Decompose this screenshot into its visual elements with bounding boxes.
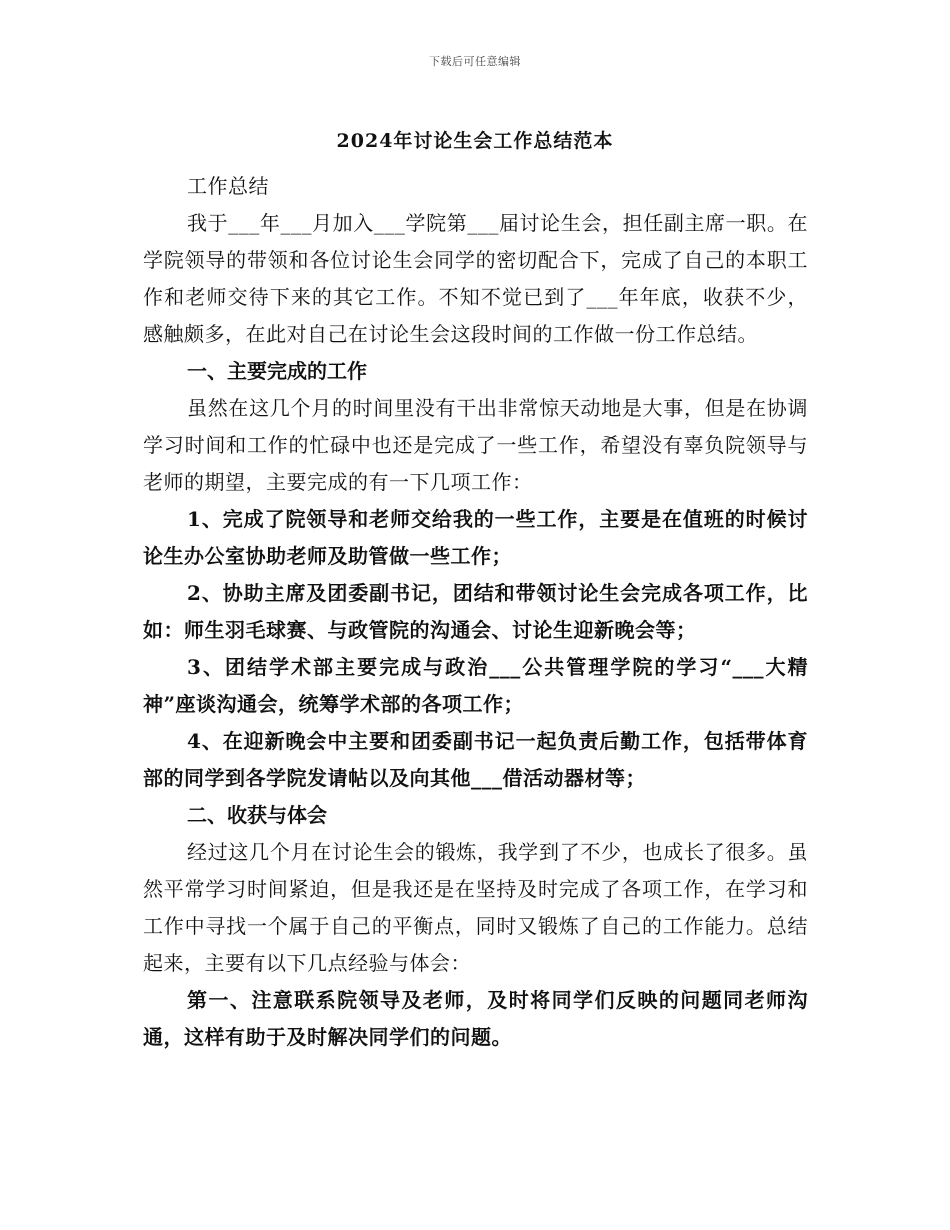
document-title: 2024年讨论生会工作总结范本 bbox=[336, 130, 614, 152]
heading-main-work: 一、主要完成的工作 bbox=[187, 359, 367, 383]
work-item-3: 3、团结学术部主要完成与政治___公共管理学院的学习“___大精神”座谈沟通会，统筹学术部的各项工作； bbox=[143, 655, 808, 716]
intro-paragraph: 我于___年___月加入___学院第___届讨论生会，担任副主席一职。在学院领导的带领和各位讨论生会同学的密切配合下，完成了自己的本职工作和老师交待下来的其它工作。不知不觉已到了___年年底，收获不少，感触颇多，在此对自己在讨论生会这段时间的工作做一份工作总结。 bbox=[143, 211, 808, 346]
work-item-2: 2、协助主席及团委副书记，团结和带领讨论生会完成各项工作，比如：师生羽毛球赛、与政管院的沟通会、讨论生迎新晚会等； bbox=[143, 581, 808, 642]
gains-paragraph: 经过这几个月在讨论生会的锻炼，我学到了不少，也成长了很多。虽然平常学习时间紧迫，但是我还是在坚持及时完成了各项工作，在学习和工作中寻找一个属于自己的平衡点，同时又锻炼了自己的工作能力。总结起来，主要有以下几点经验与体会： bbox=[143, 840, 808, 975]
section-label-work-summary: 工作总结 bbox=[187, 174, 269, 198]
work-item-4: 4、在迎新晚会中主要和团委副书记一起负责后勤工作，包括带体育部的同学到各学院发请帖以及向其他___借活动器材等； bbox=[143, 729, 808, 790]
experience-point-1: 第一、注意联系院领导及老师，及时将同学们反映的问题同老师沟通，这样有助于及时解决同学们的问题。 bbox=[143, 988, 808, 1049]
heading-gains: 二、收获与体会 bbox=[187, 803, 327, 827]
document-body bbox=[143, 168, 808, 1056]
work-item-1: 1、完成了院领导和老师交给我的一些工作，主要是在值班的时候讨论生办公室协助老师及助管做一些工作； bbox=[143, 507, 808, 568]
main-work-paragraph: 虽然在这几个月的时间里没有干出非常惊天动地是大事，但是在协调学习时间和工作的忙碌中也还是完成了一些工作，希望没有辜负院领导与老师的期望，主要完成的有一下几项工作： bbox=[143, 396, 808, 494]
page-header-note: 下载后可任意编辑 bbox=[429, 55, 521, 68]
